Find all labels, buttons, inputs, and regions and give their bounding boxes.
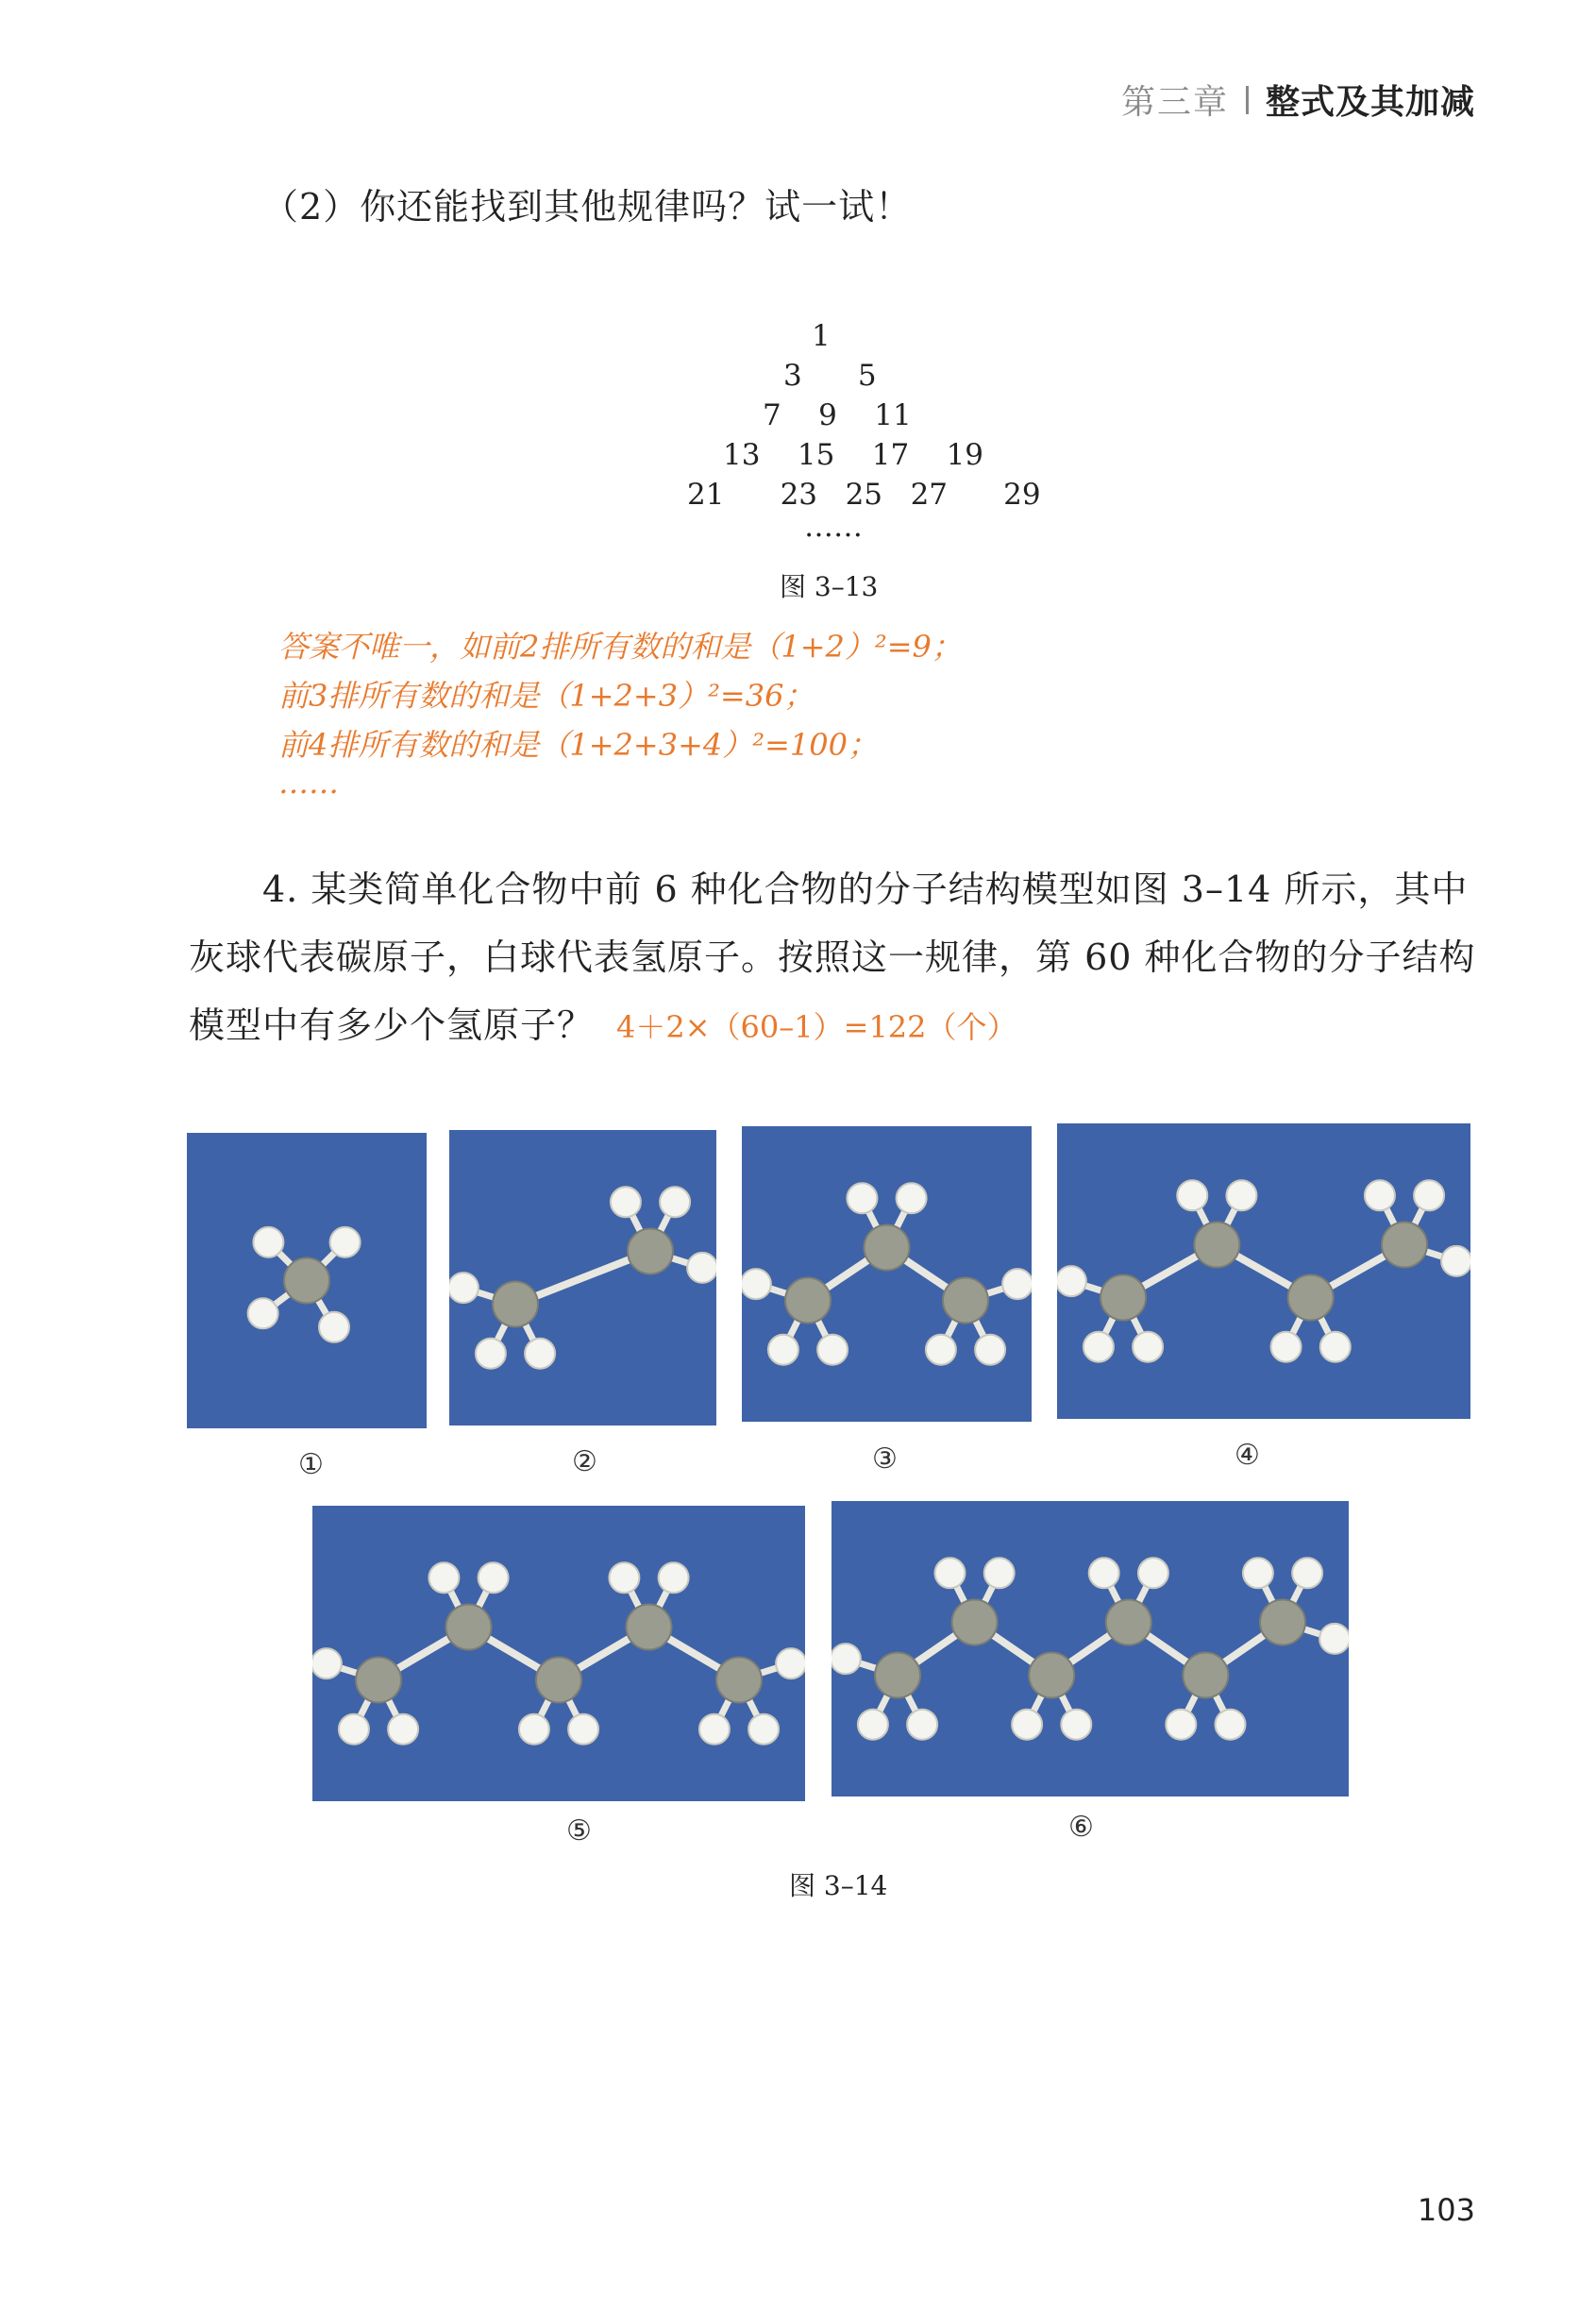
hydrogen-atom (926, 1335, 956, 1365)
molecule-panel-2 (449, 1130, 716, 1425)
hydrogen-atom (975, 1335, 1005, 1365)
molecule-model-2 (449, 1130, 716, 1425)
hydrogen-atom (428, 1562, 459, 1593)
question-4-answer: 4＋2×（60–1）=122（个） (616, 1009, 1017, 1045)
hydrogen-atom (935, 1558, 966, 1588)
triangle-row-3: 7 9 11 (763, 398, 912, 432)
hydrogen-atom (1061, 1710, 1091, 1740)
question-4-text: 某类简单化合物中前 6 种化合物的分子结构模型如图 3–14 所示，其中灰球代表碳原子，白球代表氢原子。按照这一规律，第 60 种化合物的分子结构模型中有多少个氢原子？ (189, 869, 1476, 1046)
hydrogen-atom (1057, 1266, 1086, 1296)
model-label-3: ③ (872, 1442, 898, 1476)
carbon-atom (284, 1258, 329, 1304)
hydrogen-atom (687, 1253, 716, 1283)
hydrogen-atom (476, 1339, 506, 1369)
hydrogen-atom (1320, 1332, 1351, 1362)
carbon-atom (716, 1658, 762, 1703)
model-label-4: ④ (1235, 1439, 1260, 1472)
hydrogen-atom (776, 1648, 805, 1678)
hydrogen-atom (1089, 1558, 1119, 1588)
hydrogen-atom (609, 1562, 639, 1593)
answer-line-3: 前4排所有数的和是（1+2+3+4）²=100； (278, 727, 878, 763)
question-4-number: 4. (262, 869, 299, 910)
hydrogen-atom (660, 1187, 690, 1217)
carbon-atom (943, 1278, 988, 1324)
hydrogen-atom (1012, 1710, 1042, 1740)
model-label-6: ⑥ (1068, 1811, 1094, 1844)
figure-3-13-caption: 图 3–13 (780, 571, 879, 602)
molecule-model-5 (312, 1506, 805, 1801)
hydrogen-atom (984, 1558, 1015, 1588)
answer-line-4: …… (278, 765, 339, 801)
carbon-atom (865, 1225, 910, 1271)
chapter-label: 第三章 (1120, 83, 1229, 122)
hydrogen-atom (858, 1710, 888, 1740)
hydrogen-atom (248, 1298, 278, 1328)
hydrogen-atom (253, 1227, 283, 1257)
carbon-atom (356, 1658, 401, 1703)
molecule-model-3 (742, 1126, 1032, 1422)
hydrogen-atom (339, 1714, 369, 1745)
molecule-model-4 (1057, 1123, 1470, 1419)
hydrogen-atom (817, 1335, 848, 1365)
hydrogen-atom (1133, 1332, 1163, 1362)
hydrogen-atom (768, 1335, 798, 1365)
answer-line-1: 答案不唯一，如前2排所有数的和是（1+2）²=9； (278, 629, 962, 665)
molecule-panel-3 (742, 1126, 1032, 1422)
molecule-model-6 (832, 1501, 1349, 1797)
carbon-atom (785, 1278, 831, 1324)
carbon-atom (1106, 1600, 1151, 1645)
triangle-row-5: 21 23 25 27 29 (687, 478, 1041, 512)
page-number: 103 (1417, 2192, 1475, 2228)
hydrogen-atom (312, 1648, 342, 1678)
hydrogen-atom (319, 1312, 349, 1342)
molecule-panel-5 (312, 1506, 805, 1801)
hydrogen-atom (330, 1227, 361, 1257)
header-divider (1246, 86, 1249, 114)
molecule-panel-6 (832, 1501, 1349, 1797)
model-label-2: ② (572, 1445, 597, 1478)
hydrogen-atom (832, 1644, 861, 1674)
hydrogen-atom (519, 1714, 549, 1745)
carbon-atom (1183, 1653, 1228, 1698)
triangle-row-6: …… (804, 510, 863, 544)
hydrogen-atom (479, 1562, 509, 1593)
carbon-atom (1382, 1223, 1427, 1268)
hydrogen-atom (699, 1714, 730, 1745)
carbon-atom (1100, 1275, 1146, 1321)
hydrogen-atom (1002, 1269, 1032, 1299)
question-4 (189, 855, 1491, 1061)
hydrogen-atom (897, 1183, 927, 1213)
hydrogen-atom (525, 1339, 555, 1369)
hydrogen-atom (449, 1273, 479, 1303)
model-label-1: ① (298, 1448, 324, 1481)
hydrogen-atom (1441, 1246, 1470, 1276)
hydrogen-atom (1216, 1710, 1246, 1740)
hydrogen-atom (742, 1269, 771, 1299)
running-header (1121, 76, 1475, 124)
chapter-title: 整式及其加减 (1265, 83, 1475, 122)
hydrogen-atom (1177, 1180, 1207, 1210)
hydrogen-atom (907, 1710, 937, 1740)
hydrogen-atom (1319, 1624, 1349, 1654)
model-label-5: ⑤ (566, 1814, 592, 1847)
hydrogen-atom (1292, 1558, 1322, 1588)
hydrogen-atom (568, 1714, 598, 1745)
hydrogen-atom (1226, 1180, 1256, 1210)
answer-line-2: 前3排所有数的和是（1+2+3）²=36； (278, 678, 815, 714)
carbon-atom (1194, 1223, 1239, 1268)
question-2-text: （2）你还能找到其他规律吗？试一试！ (262, 186, 913, 228)
molecule-panel-4 (1057, 1123, 1470, 1419)
hydrogen-atom (1166, 1710, 1196, 1740)
hydrogen-atom (611, 1187, 641, 1217)
carbon-atom (493, 1282, 538, 1327)
hydrogen-atom (1138, 1558, 1168, 1588)
figure-3-14-caption: 图 3–14 (789, 1870, 888, 1901)
carbon-atom (627, 1605, 672, 1650)
triangle-row-1: 1 (812, 319, 831, 353)
hydrogen-atom (847, 1183, 877, 1213)
hydrogen-atom (1271, 1332, 1302, 1362)
hydrogen-atom (748, 1714, 779, 1745)
triangle-row-2: 3 5 (783, 359, 877, 393)
hydrogen-atom (1243, 1558, 1273, 1588)
molecule-model-1 (187, 1133, 427, 1428)
hydrogen-atom (659, 1562, 689, 1593)
hydrogen-atom (1365, 1180, 1395, 1210)
carbon-atom (1260, 1600, 1305, 1645)
carbon-atom (952, 1600, 998, 1645)
carbon-atom (628, 1229, 673, 1274)
hydrogen-atom (388, 1714, 418, 1745)
carbon-atom (536, 1658, 581, 1703)
hydrogen-atom (1084, 1332, 1114, 1362)
carbon-atom (1029, 1653, 1074, 1698)
hydrogen-atom (1414, 1180, 1444, 1210)
triangle-row-4: 13 15 17 19 (723, 438, 984, 472)
carbon-atom (1288, 1275, 1334, 1321)
molecule-panel-1 (187, 1133, 427, 1428)
carbon-atom (875, 1653, 920, 1698)
carbon-atom (446, 1605, 492, 1650)
